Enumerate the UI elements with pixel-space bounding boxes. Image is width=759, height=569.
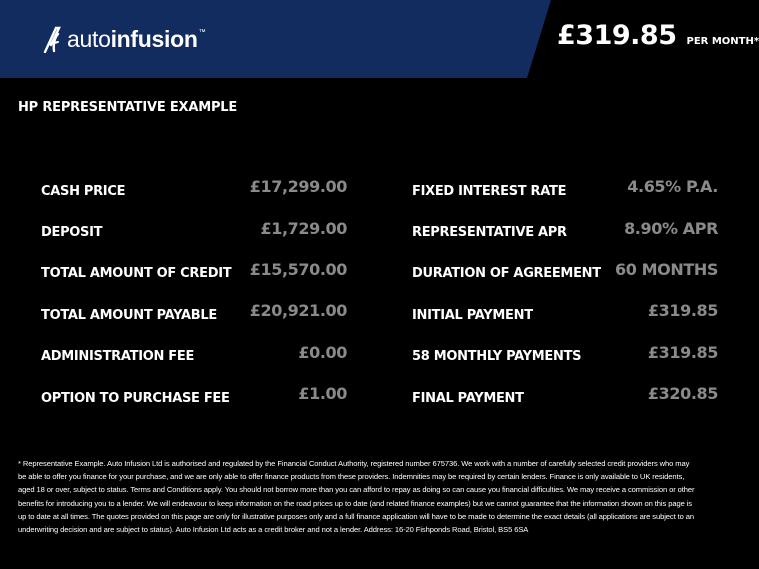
row-label: ADMINISTRATION FEE bbox=[41, 349, 195, 365]
brand-light-text: auto bbox=[67, 25, 111, 52]
row-label: TOTAL AMOUNT OF CREDIT bbox=[41, 266, 232, 282]
row-label: INITIAL PAYMENT bbox=[412, 307, 533, 323]
price-amount: £319.85 bbox=[557, 20, 677, 51]
finance-column-left bbox=[41, 167, 347, 415]
finance-row bbox=[41, 208, 347, 249]
trademark-symbol: ™ bbox=[198, 28, 206, 36]
finance-row bbox=[41, 374, 347, 415]
row-value: £15,570.00 bbox=[249, 259, 347, 279]
brand-wordmark bbox=[67, 25, 206, 52]
row-label: TOTAL AMOUNT PAYABLE bbox=[41, 307, 217, 323]
row-value: £1,729.00 bbox=[260, 218, 347, 238]
row-label: DEPOSIT bbox=[41, 225, 103, 241]
row-value: £20,921.00 bbox=[249, 301, 347, 321]
row-value: £17,299.00 bbox=[249, 177, 347, 197]
row-label: FIXED INTEREST RATE bbox=[412, 183, 567, 199]
finance-row bbox=[412, 333, 718, 374]
monthly-price bbox=[557, 20, 759, 60]
row-value: £319.85 bbox=[647, 301, 718, 321]
finance-row bbox=[412, 374, 718, 415]
row-label: 58 MONTHLY PAYMENTS bbox=[412, 349, 582, 365]
finance-disclaimer: * Representative Example. Auto Infusion Ltd is authorised and regulated by the Financial Conduct Authority, registered number 675736. We work with a number of carefully selected credit providers who may be able to offer you finance for your purchase, and we are only able to offer finance products from these providers. Indemnities may be required by certain lenders. Finance is only available to UK residents, aged 18 or over, subject to status. Terms and Conditions apply. You should not borrow more than you can afford to repay as doing so can cause you financial difficulties. We may receive a commission or other benefits for introducing you to a lender. We will endeavour to keep information on the road prices up to date (and related finance examples) but we cannot guarantee that the information shown on this page is up to date at all times. The quotes provided on this page are only for illustrative purposes only and a full finance application will have to be made to determine the exact details (all applications are subject to an underwriting decision and are subject to status). Auto Infusion Ltd acts as a credit broker and not a lender. Address: 16-20 Fishponds Road, Bristol, BS5 6SA bbox=[18, 459, 695, 535]
finance-row bbox=[41, 333, 347, 374]
finance-column-right bbox=[412, 167, 718, 415]
finance-row bbox=[41, 291, 347, 332]
section-title: HP REPRESENTATIVE EXAMPLE bbox=[18, 100, 238, 115]
stylized-a-icon bbox=[42, 25, 66, 53]
finance-row bbox=[412, 250, 718, 291]
finance-row bbox=[412, 291, 718, 332]
row-label: DURATION OF AGREEMENT bbox=[412, 266, 601, 282]
row-value: £319.85 bbox=[647, 342, 718, 362]
row-label: OPTION TO PURCHASE FEE bbox=[41, 390, 230, 406]
row-label: CASH PRICE bbox=[41, 183, 126, 199]
finance-row bbox=[41, 167, 347, 208]
brand-logo[interactable] bbox=[42, 22, 205, 56]
row-value: 8.90% APR bbox=[624, 218, 718, 238]
finance-row bbox=[412, 208, 718, 249]
finance-row bbox=[41, 250, 347, 291]
row-value: £320.85 bbox=[647, 384, 718, 404]
price-suffix: PER MONTH* bbox=[686, 36, 759, 47]
row-label: REPRESENTATIVE APR bbox=[412, 225, 567, 241]
row-value: 4.65% P.A. bbox=[627, 177, 718, 197]
row-value: £0.00 bbox=[298, 342, 347, 362]
row-value: 60 MONTHS bbox=[615, 259, 718, 279]
row-label: FINAL PAYMENT bbox=[412, 390, 524, 406]
finance-row bbox=[412, 167, 718, 208]
row-value: £1.00 bbox=[298, 384, 347, 404]
header-bar bbox=[0, 0, 759, 78]
brand-bold-text: infusion bbox=[110, 25, 198, 52]
